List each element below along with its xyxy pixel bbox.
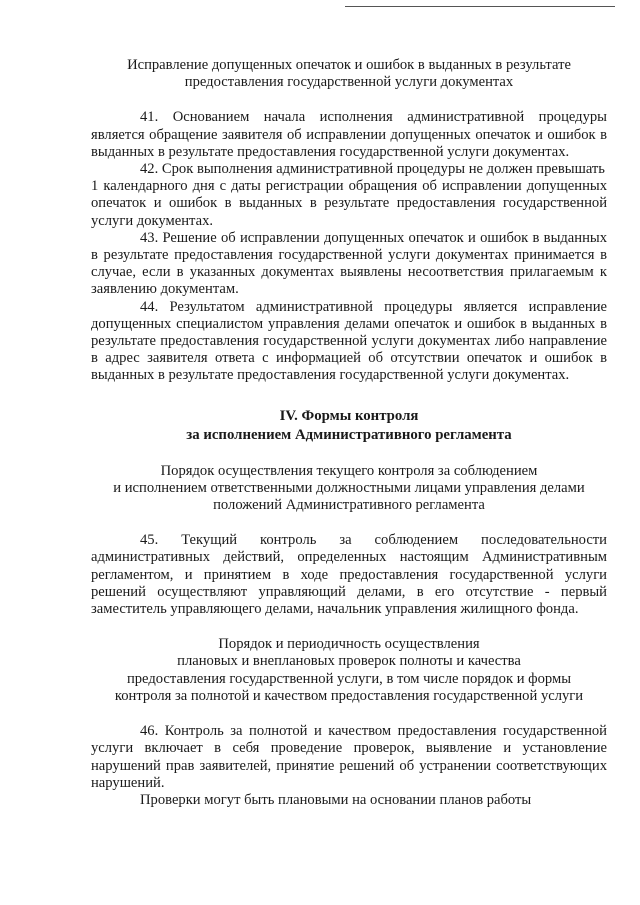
subsection-title-line: Порядок осуществления текущего контроля за соблюдением xyxy=(160,462,538,479)
subsection-title-line: положений Административного регламента xyxy=(213,497,485,514)
section-intro-title-line: Исправление допущенных опечаток и ошибок в выданных в результате xyxy=(127,57,571,73)
subsection-title-line: предоставления государственной услуги, в том числе порядок и формы xyxy=(126,670,572,687)
paragraph-42: 42. Срок выполнения административной процедуры не должен превышать xyxy=(140,161,605,178)
section-intro-title-line: предоставления государственной услуги документах xyxy=(184,74,514,91)
paragraph-44: 44. Результатом административной процедуры является исправление допущенных специалистом управления делами опечаток и ошибок в выданных в результате предоставления государственной услуги документах либо направление в адрес заявителя ответа с информацией об отсутствии опечаток и ошибок в выданных в результате предоставления государственной услуги документах. xyxy=(91,298,607,384)
paragraph-43: 43. Решение об исправлении допущенных опечаток и ошибок в выданных в результате предоставления государственной услуги документах принимается в случае, если в указанных документах выявлены несоответствия прилагаемым к заявлению документам. xyxy=(91,229,607,298)
paragraph-41: 41. Основанием начала исполнения административной процедуры является обращение заявителя об исправлении допущенных опечаток и ошибок в выданных в результате предоставления государственной услуги документах. xyxy=(91,109,607,160)
subsection-current-control-title xyxy=(91,463,607,515)
subsection-title-line: и исполнением ответственными должностными лицами управления делами xyxy=(113,479,585,496)
subsection-title-line: плановых и внеплановых проверок полноты и качества xyxy=(177,653,521,670)
document-content xyxy=(91,57,607,809)
paragraph-46: 46. Контроль за полнотой и качеством предоставления государственной услуги включает в себя проведение проверок, выявление и установление нарушений прав заявителей, принятие решений об устранении соответствующих нарушений. xyxy=(91,723,607,791)
section-iv-title xyxy=(91,407,607,445)
section-iv-title-line: за исполнением Административного регламента xyxy=(186,426,512,443)
subsection-title-line: Порядок и периодичность осуществления xyxy=(218,636,480,653)
top-rule xyxy=(345,6,615,7)
subsection-inspections-title xyxy=(91,636,607,705)
paragraph-42-continued: 1 календарного дня с даты регистрации обращения об исправлении допущенных опечаток и ошибок в выданных в результате предоставления государственной услуги документах. xyxy=(91,178,607,229)
section-iv-title-line: IV. Формы контроля xyxy=(279,407,419,424)
section-intro-title xyxy=(91,57,607,91)
paragraph-inspections: Проверки могут быть плановыми на основании планов работы xyxy=(140,791,532,808)
subsection-title-line: контроля за полнотой и качеством предоставления государственной услуги xyxy=(114,687,584,704)
paragraph-45: 45. Текущий контроль за соблюдением последовательности административных действий, определенных настоящим Административным регламентом, и принятием в ходе предоставления государственной услуги решений осуществляют управляющий делами, в его отсутствие - первый заместитель управляющего делами, начальник управления жилищного фонда. xyxy=(91,532,607,618)
